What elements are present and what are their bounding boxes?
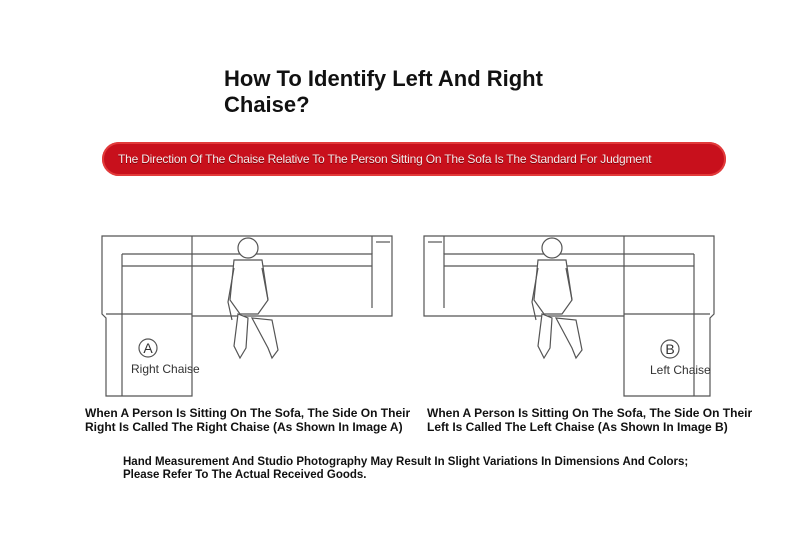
page-title: How To Identify Left And Right Chaise? [224, 66, 543, 117]
caption-b-line1: When A Person Is Sitting On The Sofa, The Side On Their [427, 406, 753, 420]
caption-a [85, 406, 410, 434]
banner-text: The Direction Of The Chaise Relative To The Person Sitting On The Sofa Is The Standard For Judgment [118, 152, 652, 166]
footnote-line1: Hand Measurement And Studio Photography May Result In Slight Variations In Dimensions And Colors; [123, 456, 689, 468]
badge-b: B [665, 341, 675, 357]
footnote-line2: Please Refer To The Actual Received Goods. [123, 469, 367, 481]
direction-banner [102, 142, 726, 176]
caption-b-line2: Left Is Called The Left Chaise (As Shown In Image B) [427, 420, 728, 434]
badge-a: A [143, 340, 153, 356]
caption-b [427, 406, 752, 434]
footnote [123, 456, 703, 482]
right-chaise-label: Right Chaise [131, 362, 200, 376]
caption-a-line1: When A Person Is Sitting On The Sofa, The Side On Their [85, 406, 411, 420]
caption-a-line2: Right Is Called The Right Chaise (As Shown In Image A) [85, 420, 403, 434]
left-chaise-label: Left Chaise [650, 363, 711, 377]
